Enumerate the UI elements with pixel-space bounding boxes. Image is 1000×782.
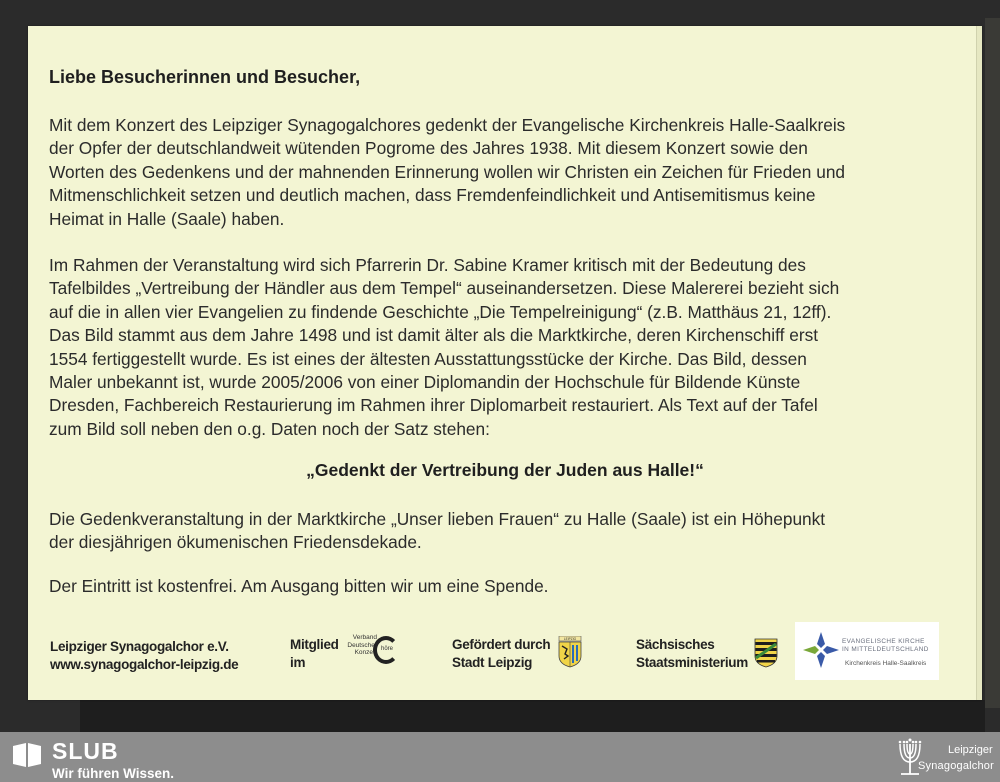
text-line: Mitmenschlichkeit setzen und deutlich machen, dass Fremdenfeindlichkeit und Antisemitismus keine bbox=[49, 185, 816, 206]
ekm-logo bbox=[795, 622, 939, 680]
membership-line: im bbox=[290, 655, 306, 670]
paragraph-intro bbox=[49, 114, 949, 231]
funding-line: Gefördert durch bbox=[452, 637, 551, 652]
vdk-wordmark bbox=[343, 634, 377, 657]
partner-name-line1: Leipziger bbox=[948, 744, 993, 756]
vdk-c-suffix: höre bbox=[381, 646, 394, 652]
ministry-line: Staatsministerium bbox=[636, 655, 748, 670]
text-line: Maler unbekannt ist, wurde 2005/2006 von einer Diplomandin der Hochschule für Bildende Künste bbox=[49, 372, 801, 393]
ekm-cross-icon bbox=[801, 630, 841, 670]
ekm-line: IN MITTELDEUTSCHLAND bbox=[842, 645, 929, 653]
text-line: Tafelbildes „Vertreibung der Händler aus dem Tempel“ auseinandersetzen. Diese Malererei bezieht sich bbox=[49, 278, 840, 299]
text-line: Der Eintritt ist kostenfrei. Am Ausgang bitten wir um eine Spende. bbox=[49, 576, 549, 596]
ekm-district: Kirchenkreis Halle-Saalkreis bbox=[845, 660, 927, 667]
vdk-text-line: Verband bbox=[352, 634, 377, 641]
paragraph-painting bbox=[49, 254, 949, 441]
funding-credit bbox=[452, 636, 550, 672]
text-line: Mit dem Konzert des Leipziger Synagogalchores gedenkt der Evangelische Kirchenkreis Halle-Saalkreis bbox=[49, 115, 846, 135]
ekm-line: EVANGELISCHE KIRCHE bbox=[842, 638, 925, 645]
archive-title[interactable]: SLUB bbox=[52, 738, 119, 764]
letter-heading: Liebe Besucherinnen und Besucher, bbox=[49, 67, 361, 87]
paragraph-admission bbox=[49, 575, 949, 598]
text-line: der Opfer der deutschlandweit wütenden Pogrome des Jahres 1938. Mit diesem Konzert sowie den bbox=[49, 138, 808, 159]
ministry-credit bbox=[636, 636, 748, 672]
text-line: zum Bild soll neben den o.g. Daten noch der Satz stehen: bbox=[49, 418, 490, 439]
card-fold-edge bbox=[976, 26, 982, 700]
quote-line: „Gedenkt der Vertreibung der Juden aus Halle!“ bbox=[306, 460, 704, 480]
partner-name-line2: Synagogalchor bbox=[918, 760, 994, 772]
org-url: www.synagogalchor-leipzig.de bbox=[50, 657, 239, 672]
crest-label: LEIPZIG bbox=[563, 637, 577, 641]
text-line: Dresden, Fachbereich Restaurierung im Rahmen ihrer Diplomarbeit restauriert. Als Text auf der Tafel bbox=[49, 395, 818, 416]
leipzig-crest-icon bbox=[558, 636, 582, 668]
text-line: Das Bild stammt aus dem Jahre 1498 und ist damit älter als die Marktkirche, deren Kirchenschiff erst bbox=[49, 325, 819, 346]
vdk-text-line: Konzert bbox=[354, 649, 377, 656]
ministry-line: Sächsisches bbox=[636, 637, 715, 652]
archive-bar bbox=[0, 732, 1000, 782]
letter-card bbox=[28, 26, 982, 700]
membership-line: Mitglied bbox=[290, 637, 339, 652]
vdk-text-line: Deutscher bbox=[347, 641, 377, 649]
funding-line: Stadt Leipzig bbox=[452, 655, 533, 670]
archive-subtitle: Wir führen Wissen. bbox=[52, 766, 175, 781]
scan-shadow bbox=[80, 700, 985, 732]
saxony-crest-icon bbox=[754, 638, 778, 668]
sponsor-footer bbox=[28, 620, 982, 690]
text-line: Im Rahmen der Veranstaltung wird sich Pfarrerin Dr. Sabine Kramer kritisch mit der Bedeutung des bbox=[49, 255, 806, 275]
text-line: Worten des Gedenkens und der mahnenden Erinnerung wollen wir Christen ein Zeichen für Frieden und bbox=[49, 161, 846, 182]
membership-credit bbox=[290, 636, 339, 672]
paragraph-event bbox=[49, 508, 949, 555]
vdk-logo bbox=[343, 634, 403, 670]
scan-edge-strip bbox=[985, 18, 1000, 708]
text-line: Heimat in Halle (Saale) haben. bbox=[49, 208, 285, 229]
text-line: der diesjährigen ökumenischen Friedensdekade. bbox=[49, 532, 422, 553]
ekm-wordmark bbox=[842, 638, 937, 653]
slub-book-icon bbox=[12, 742, 42, 768]
text-line: Die Gedenkveranstaltung in der Marktkirche „Unser lieben Frauen“ zu Halle (Saale) ist ein Höhepunkt bbox=[49, 509, 826, 529]
org-name: Leipziger Synagogalchor e.V. bbox=[50, 639, 229, 654]
text-line: auf die in allen vier Evangelien zu findende Geschichte „Die Tempelreinigung“ (z.B. Matthäus 21, 12ff). bbox=[49, 301, 832, 322]
text-line: 1554 fertiggestellt wurde. Es ist eines der ältesten Ausstattungsstücke der Kirche. Das Bild, dessen bbox=[49, 348, 807, 369]
org-credit bbox=[50, 638, 238, 674]
